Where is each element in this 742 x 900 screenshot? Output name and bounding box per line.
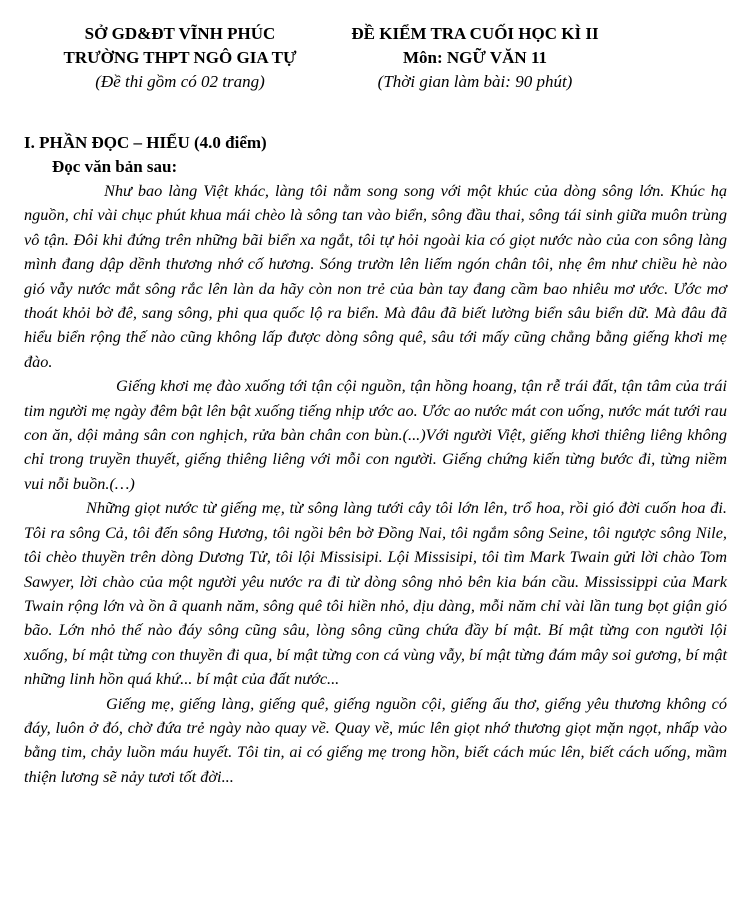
passage-paragraph: Như bao làng Việt khác, làng tôi nằm song song với một khúc của dòng sông lớn. Khúc hạ nguồn, chỉ vài chục phút khua mái chèo là sông tan vào biển, sông đầu thai, sông tái sinh giữa muôn trùng vô tận. Đôi khi đứng trên những bãi biển xa ngắt, tôi tự hỏi ngoài kia có giọt nước nào của con sông làng mình đang dập dềnh thương nhớ cố hương. Sóng trườn lên liếm ngón chân tôi, nhẹ êm như chiều hè nào gió vẫy nước mắt sông rắc lên làn da hãy còn non trẻ của bàn tay đang cầm bao nhiêu mơ ước. Ước mơ thoát khỏi bờ đê, sang sông, phi qua quốc lộ ra biển. Mà đâu đã biết lường biển sâu biển dữ. Mà đâu đã hiểu biển rộng thế nào cũng không lấp được dòng sông quê, sâu tới mấy cũng chẳng bằng giếng khơi mẹ đào. <box>24 181 727 371</box>
department-name: SỞ GD&ĐT VĨNH PHÚC <box>84 24 276 43</box>
passage-paragraph: Giếng khơi mẹ đào xuống tới tận cội nguồn, tận hồng hoang, tận rễ trái đất, tận tâm của trái tim người mẹ ngày đêm bật lên bật xuống tiếng nhịp ước ao. Ước ao nước mát con uống, nước mát tưới rau con ăn, dội mảng sân con nghịch, rửa bàn chân con bùn.(...)Với người Việt, giếng khơi thiêng liêng không chỉ trong truyền thuyết, giếng thiêng liêng với mỗi con người. Giếng chứng kiến từng bước đi, từng niềm vui nỗi buồn.(…) <box>24 376 727 493</box>
exam-title: ĐỀ KIỂM TRA CUỐI HỌC KÌ II <box>351 24 599 43</box>
page-count-note: (Đề thi gồm có 02 trang) <box>95 72 265 91</box>
section-title: I. PHẦN ĐỌC – HIỂU (4.0 điểm) <box>24 133 267 152</box>
passage-paragraph: Giếng mẹ, giếng làng, giếng quê, giếng nguồn cội, giếng ấu thơ, giếng yêu thương không có đáy, luôn ở đó, chờ đứa trẻ ngày nào quay về. Quay về, múc lên giọt nhớ thương giọt mặn ngọt, nhấp vào bằng tim, chảy luồn máu huyết. Tôi tin, ai có giếng mẹ trong hồn, biết cách múc lên, biết cách uống, mầm thiện lương sẽ nảy tươi tốt đời... <box>24 693 727 786</box>
reading-instruction: Đọc văn bản sau: <box>52 157 178 176</box>
header-exam-block <box>325 22 625 94</box>
exam-subject: Môn: NGỮ VĂN 11 <box>402 48 548 67</box>
header-school-block <box>40 22 320 94</box>
exam-duration: (Thời gian làm bài: 90 phút) <box>377 72 573 91</box>
school-name: TRƯỜNG THPT NGÔ GIA TỰ <box>63 48 297 67</box>
passage-paragraph: Những giọt nước từ giếng mẹ, từ sông làng tưới cây tôi lớn lên, trổ hoa, rồi gió đời cuốn hoa đi. Tôi ra sông Cả, tôi đến sông Hương, tôi ngồi bên bờ Đồng Nai, tôi ngắm sông Seine, tôi ngược sông Nile, tôi chèo thuyền trên dòng Dương Tử, tôi lội Missisipi. Lội Missisipi, tôi tìm Mark Twain gửi lời chào Tom Sawyer, lời chào của một người yêu nước ra đi từ dòng sông nhỏ bên kia bán cầu. Mississippi của Mark Twain rộng lớn và ồn ã quanh năm, sông quê tôi hiền nhỏ, dịu dàng, mỗi năm chỉ vài lần tung bọt giận gió bão. Lớn nhỏ thế nào đáy sông cũng sâu, lòng sông cũng chứa đầy bí mật. Bí mật từng con người lội xuống, bí mật từng con thuyền đi qua, bí mật từng con cá vùng vẫy, bí mật từng đám mây soi gương, bí mật những linh hồn quá khứ... bí mật của đất nước... <box>24 498 727 689</box>
reading-passage <box>24 179 727 789</box>
